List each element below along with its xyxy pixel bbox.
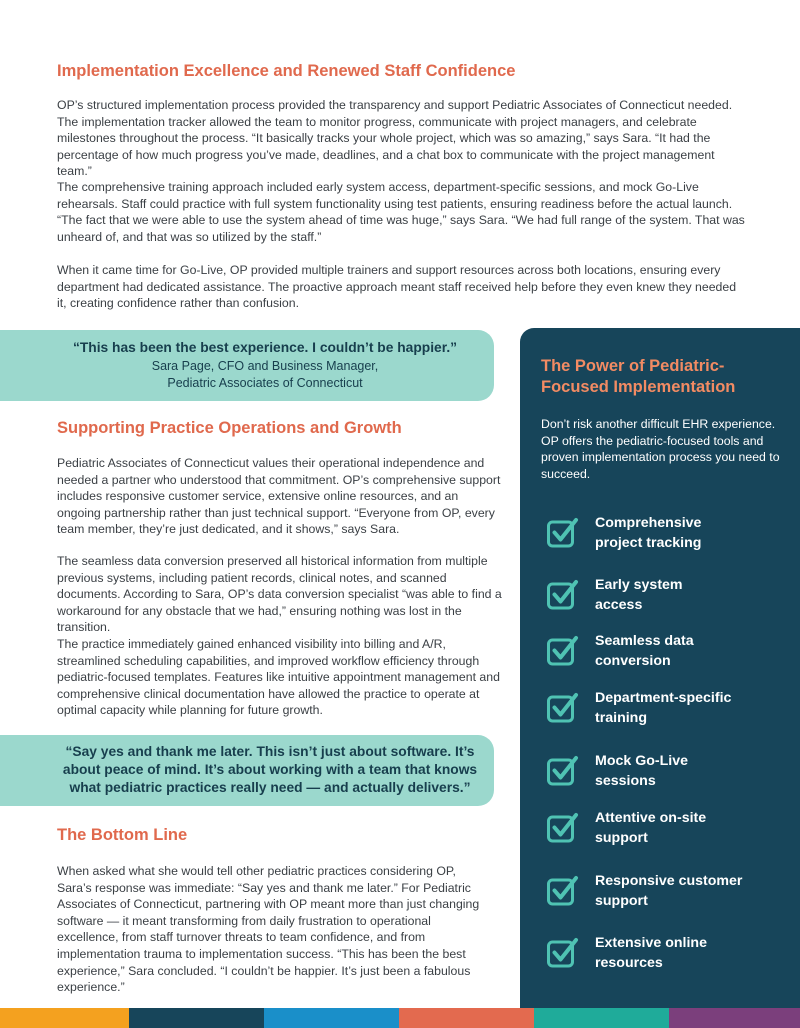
footer-segment (669, 1008, 800, 1028)
paragraph: Pediatric Associates of Connecticut values their operational independence and needed a partner who understood that commitment. OP’s comprehensive support includes responsive customer service, extensive online resources, and an ongoing partnership rather than just technical support. “Everyone from OP, every team member, they’re just dedicated, and it shows,” says Sara. (57, 456, 501, 537)
feature-label-line1: Seamless data (595, 633, 694, 649)
feature-label-line1: Extensive online (595, 935, 707, 951)
quote-text: “Say yes and thank me later. This isn’t just about software. It’s about peace of mind. It’s about working with a team that knows what pediatric practices really need — and actually delivers.” (62, 744, 478, 795)
sidebar-intro: Don’t risk another difficult EHR experience. OP offers the pediatric-focused tools and proven implementation process you need to succeed. (541, 417, 780, 481)
pull-quote (0, 330, 494, 401)
checkbox-check-icon (546, 811, 580, 845)
pull-quote (0, 735, 494, 806)
feature-label-line1: Comprehensive (595, 515, 702, 531)
paragraph: When asked what she would tell other pediatric practices considering OP, Sara’s response was immediate: “Say yes and thank me later.” For Pediatric Associates of Connecticut, partnering with OP meant more than just changing software — it meant transforming from daily frustration to operational excellence, from staff turnover threats to team confidence, and from implementation trauma to implementation success. “This has been the best experience,” Sara concluded. “I couldn’t be happier. It’s just been a fabulous experience.” (57, 864, 480, 995)
footer-segment (0, 1008, 129, 1028)
paragraph: OP’s structured implementation process provided the transparency and support Pediatric Associates of Connecticut needed. The implementation tracker allowed the team to monitor progress, communicate with project managers, and celebrate milestones throughout the process. “It basically tracks your whole project, which was so amazing,” says Sara. “It had the percentage of how much progress you’ve made, deadlines, and a chat box to communicate with the project management team.” (57, 98, 733, 179)
feature-label-line1: Attentive on-site (595, 810, 707, 826)
section-heading-operations: Supporting Practice Operations and Growth (57, 419, 402, 437)
quote-attribution-org: Pediatric Associates of Connecticut (167, 376, 363, 390)
feature-label-line1: Department-specific (595, 690, 732, 706)
feature-label-line2: training (595, 709, 648, 726)
paragraph: The comprehensive training approach included early system access, department-specific sessions, and mock Go-Live rehearsals. Staff could practice with full system functionality using test patients, ensuring readiness before the actual launch. “The fact that we were able to use the system ahead of time was huge,” says Sara. “We had full range of the system. That was unheard of, and that was so utilized by the staff.” (57, 180, 745, 244)
feature-label (595, 752, 795, 791)
feature-label (595, 872, 795, 911)
quote-attribution-name: Sara Page, CFO and Business Manager, (151, 359, 379, 373)
sidebar-title-line2: Focused Implementation (541, 378, 736, 396)
feature-label (595, 809, 795, 848)
feature-label-line1: Responsive customer (595, 873, 743, 889)
footer-segment (399, 1008, 534, 1028)
checkbox-check-icon (546, 936, 580, 970)
paragraph: When it came time for Go-Live, OP provided multiple trainers and support resources across both locations, ensuring every department had dedicated assistance. The proactive approach meant staff received help before they even knew they needed it, creating confidence rather than confusion. (57, 263, 737, 311)
checkbox-check-icon (546, 634, 580, 668)
feature-label-line2: sessions (595, 772, 656, 789)
feature-label-line2: resources (595, 954, 663, 971)
feature-label-line1: Early system (595, 577, 683, 593)
footer-color-bar (0, 1008, 800, 1028)
footer-segment (129, 1008, 264, 1028)
checkbox-check-icon (546, 578, 580, 612)
sidebar-panel (520, 328, 800, 1008)
feature-label-line2: project tracking (595, 534, 702, 551)
feature-label (595, 934, 795, 973)
footer-segment (534, 1008, 669, 1028)
checkbox-check-icon (546, 754, 580, 788)
sidebar-title (541, 356, 735, 398)
feature-label (595, 576, 795, 615)
feature-label-line2: support (595, 892, 648, 909)
quote-text: “This has been the best experience. I couldn’t be happier.” (72, 340, 458, 355)
footer-segment (264, 1008, 399, 1028)
feature-label-line2: support (595, 829, 648, 846)
sidebar-title-line1: The Power of Pediatric- (541, 357, 725, 375)
checkbox-check-icon (546, 874, 580, 908)
feature-label (595, 689, 795, 728)
paragraph: The seamless data conversion preserved all historical information from multiple previous systems, including patient records, clinical notes, and scanned documents. According to Sara, OP’s data conversion specialist “was able to find a workaround for any obstacle that we had,” ensuring nothing was lost in the transition. (57, 554, 502, 635)
checkbox-check-icon (546, 516, 580, 550)
feature-label (595, 632, 795, 671)
feature-label-line1: Mock Go-Live (595, 753, 689, 769)
section-heading-bottom-line: The Bottom Line (57, 826, 188, 844)
feature-label (595, 514, 795, 553)
feature-label-line2: conversion (595, 652, 671, 669)
paragraph: The practice immediately gained enhanced visibility into billing and A/R, streamlined scheduling capabilities, and improved workflow efficiency through pediatric-focused templates. Features like intuitive appointment management and comprehensive clinical documentation have allowed the practice to operate at optimal capacity while planning for future growth. (57, 637, 500, 718)
section-heading-implementation: Implementation Excellence and Renewed Staff Confidence (57, 62, 516, 80)
feature-label-line2: access (595, 596, 643, 613)
checkbox-check-icon (546, 691, 580, 725)
